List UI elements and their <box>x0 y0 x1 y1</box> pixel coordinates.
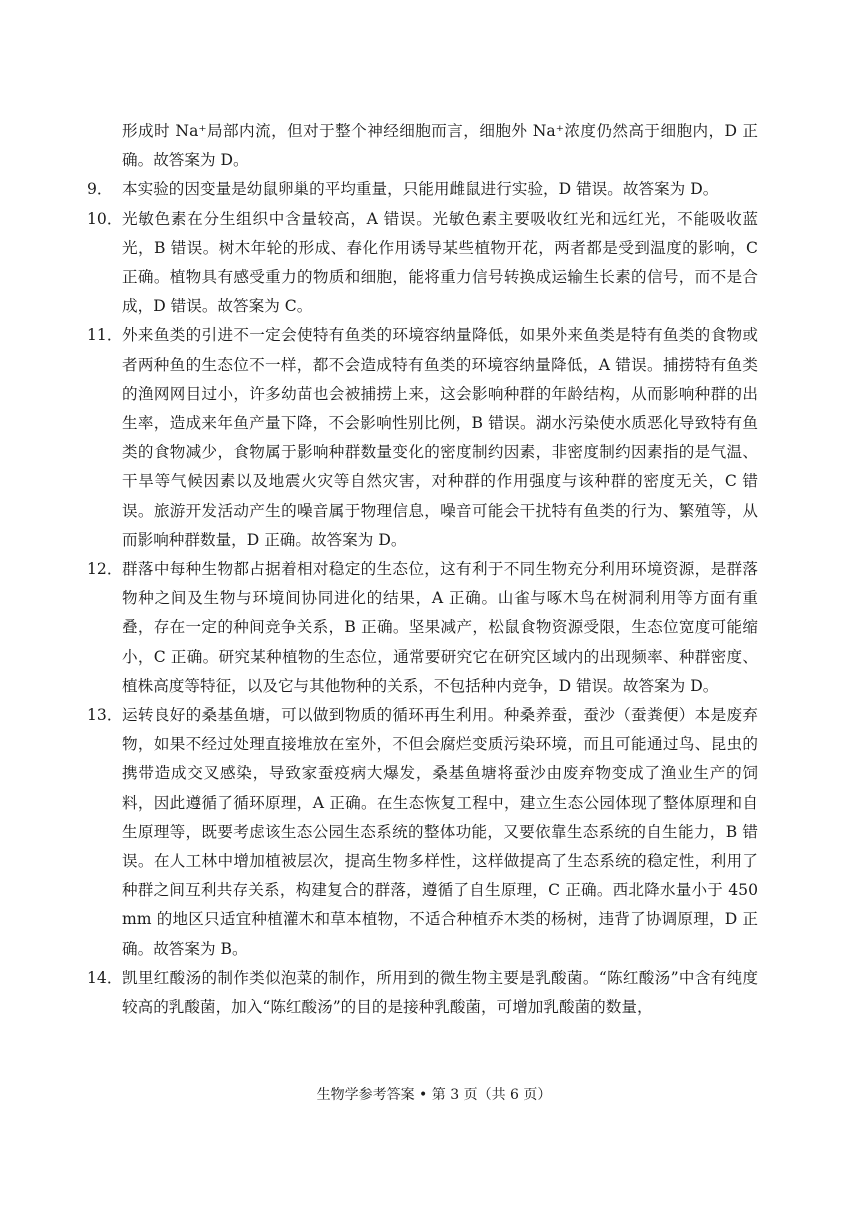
answer-item-14 <box>87 964 758 1022</box>
answer-text: 形成时 Na⁺局部内流，但对于整个神经细胞而言，细胞外 Na⁺浓度仍然高于细胞内，D 正确。故答案为 D。 <box>122 122 758 170</box>
answer-text: 外来鱼类的引进不一定会使特有鱼类的环境容纳量降低，如果外来鱼类是特有鱼类的食物或者两种鱼的生态位不一样，都不会造成特有鱼类的环境容纳量降低，A 错误。捕捞特有鱼类的渔网网目过小，许多幼苗也会被捕捞上来，这会影响种群的年龄结构，从而影响种群的出生率，造成来年鱼产量下降，不会影响性别比例，B 错误。湖水污染使水质恶化导致特有鱼类的食物减少，食物属于影响种群数量变化的密度制约因素，非密度制约因素指的是气温、干旱等气候因素以及地震火灾等自然灾害，对种群的作用强度与该种群的密度无关，C 错误。旅游开发活动产生的噪音属于物理信息，噪音可能会干扰特有鱼类的行为、繁殖等，从而影响种群数量，D 正确。故答案为 D。 <box>122 326 758 549</box>
answer-item-8-continuation <box>122 117 758 175</box>
answer-number: 9． <box>87 180 113 199</box>
answer-content <box>87 117 758 1022</box>
answer-text: 群落中每种生物都占据着相对稳定的生态位，这有利于不同生物充分利用环境资源，是群落物种之间及生物与环境间协同进化的结果，A 正确。山雀与啄木鸟在树洞利用等方面有重叠，存在一定的种间竞争关系，B 正确。坚果减产，松鼠食物资源受限，生态位宽度可能缩小，C 正确。研究某种植物的生态位，通常要研究它在研究区域内的出现频率、种群密度、植株高度等特征，以及它与其他物种的关系，不包括种内竞争，D 错误。故答案为 D。 <box>122 560 758 695</box>
answer-text: 凯里红酸汤的制作类似泡菜的制作，所用到的微生物主要是乳酸菌。“陈红酸汤”中含有纯度较高的乳酸菌，加入“陈红酸汤”的目的是接种乳酸菌，可增加乳酸菌的数量， <box>122 968 758 1017</box>
answer-number: 13． <box>87 706 123 725</box>
answer-item-11 <box>87 321 758 555</box>
page-footer: 生物学参考答案 • 第 3 页（共 6 页） <box>316 1087 552 1103</box>
answer-number: 10． <box>87 209 123 228</box>
answer-number: 11． <box>87 326 123 345</box>
answer-item-9 <box>87 175 758 204</box>
answer-item-12 <box>87 555 758 701</box>
answer-text: 运转良好的桑基鱼塘，可以做到物质的循环再生利用。种桑养蚕，蚕沙（蚕粪便）本是废弃物，如果不经过处理直接堆放在室外，不但会腐烂变质污染环境，而且可能通过鸟、昆虫的携带造成交叉感染，导致家蚕疫病大爆发，桑基鱼塘将蚕沙由废弃物变成了渔业生产的饲料，因此遵循了循环原理，A 正确。在生态恢复工程中，建立生态公园体现了整体原理和自生原理等，既要考虑该生态公园生态系统的整体功能，又要依靠生态系统的自生能力，B 错误。在人工林中增加植被层次，提高生物多样性，这样做提高了生态系统的稳定性，利用了种群之间互利共存关系，构建复合的群落，遵循了自生原理，C 正确。西北降水量小于 450mm 的地区只适宜种植灌木和草本植物，不适合种植乔木类的杨树，违背了协调原理，D 正确。故答案为 B。 <box>122 706 758 958</box>
answer-item-13 <box>87 701 758 964</box>
answer-text: 本实验的因变量是幼鼠卵巢的平均重量，只能用雌鼠进行实验，D 错误。故答案为 D。 <box>122 180 719 199</box>
answer-text: 光敏色素在分生组织中含量较高，A 错误。光敏色素主要吸收红光和远红光，不能吸收蓝光，B 错误。树木年轮的形成、春化作用诱导某些植物开花，两者都是受到温度的影响，C 正确。植物具有感受重力的物质和细胞，能将重力信号转换成运输生长素的信号，而不是合成，D 错误。故答案为 C。 <box>122 209 758 316</box>
answer-item-10 <box>87 205 758 322</box>
answer-number: 12． <box>87 560 123 579</box>
answer-number: 14． <box>87 968 123 987</box>
